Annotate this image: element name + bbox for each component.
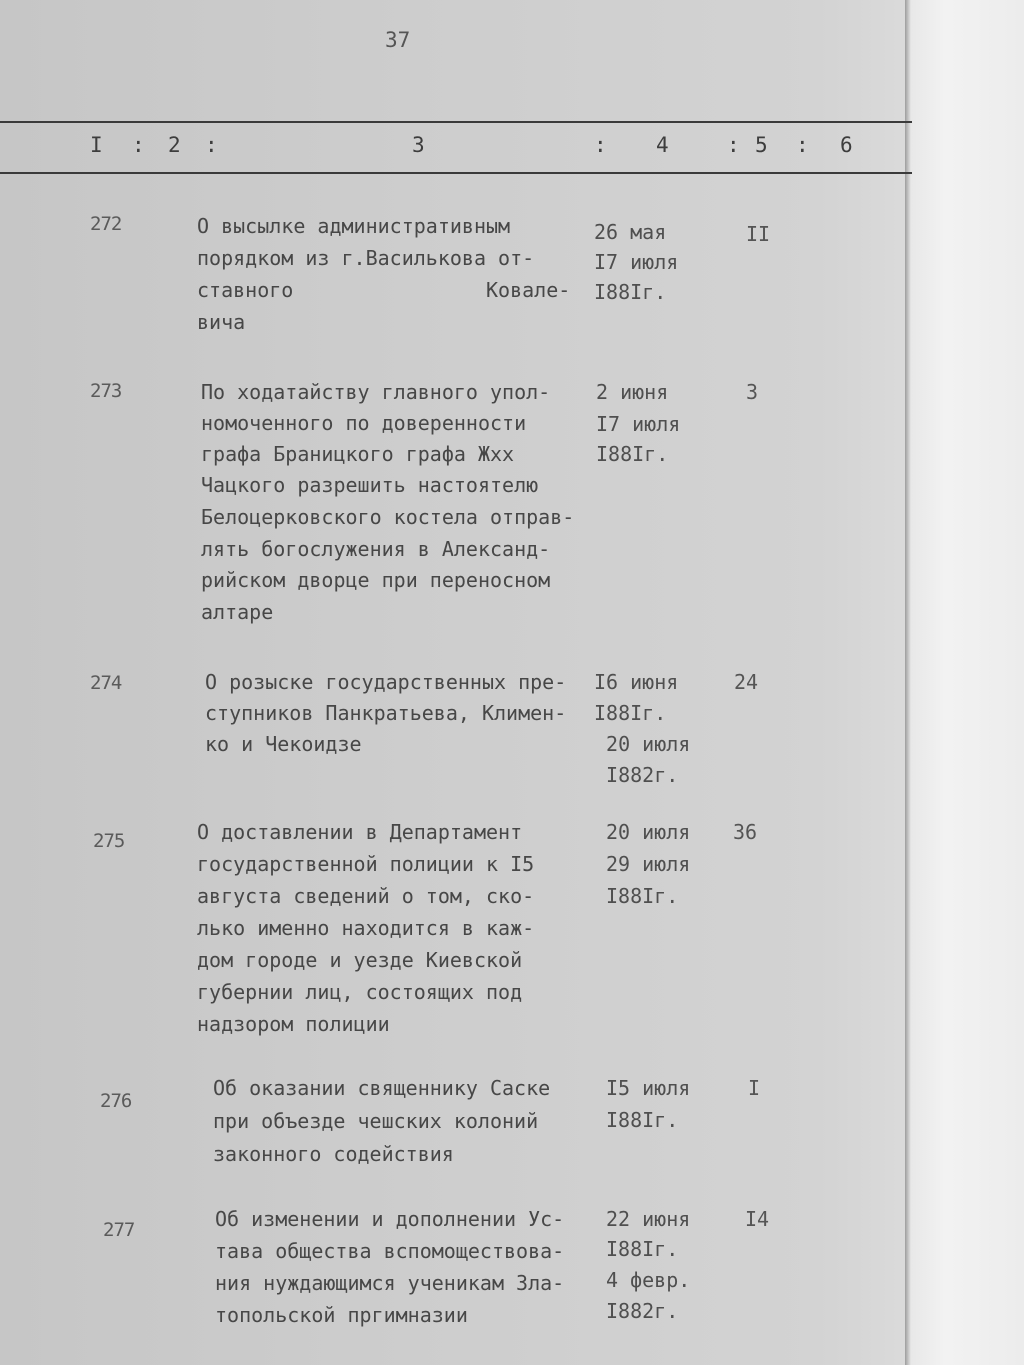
entry-title-line: Белоцерковского костела отправ-	[201, 505, 575, 529]
entry-number: 277	[103, 1219, 135, 1241]
entry-title-line: номоченного по доверенности	[201, 411, 527, 435]
column-header-2: 2	[168, 133, 181, 157]
entry-sheets: 36	[733, 820, 758, 844]
entry-title-line: Об оказании священнику Саске	[213, 1076, 551, 1100]
entry-title-line: государственной полиции к I5	[197, 852, 535, 876]
entry-title-line: Об изменении и дополнении Ус-	[215, 1207, 565, 1231]
column-separator: :	[594, 133, 607, 157]
column-header-3: 3	[412, 133, 425, 157]
page-number: 37	[385, 28, 411, 52]
column-header-1: I	[90, 133, 103, 157]
entry-date-line: I88Iг.	[606, 1108, 679, 1132]
entry-number: 275	[93, 830, 125, 852]
entry-title-line: рийском дворце при переносном	[201, 568, 551, 592]
column-separator: :	[132, 133, 145, 157]
column-separator: :	[205, 133, 218, 157]
entry-title-line: порядком из г.Василькова от-	[197, 246, 535, 270]
entry-title-line: августа сведений о том, ско-	[197, 884, 535, 908]
header-rule-bottom	[0, 172, 912, 174]
column-header-5: 5	[755, 133, 768, 157]
entry-title-line: О доставлении в Департамент	[197, 820, 523, 844]
entry-date-line: 20 июля	[606, 820, 691, 844]
column-header-6: 6	[840, 133, 853, 157]
entry-number: 273	[90, 380, 122, 402]
entry-date-line: 26 мая	[594, 220, 667, 244]
entry-date-line: 2 июня	[596, 380, 669, 404]
entry-title-line: тава общества вспомоществова-	[215, 1239, 565, 1263]
entry-sheets: 24	[734, 670, 759, 694]
entry-number: 276	[100, 1090, 132, 1112]
entry-date-line: I5 июля	[606, 1076, 691, 1100]
entry-title-line: ставного Ковале-	[197, 278, 571, 302]
entry-date-line: I6 июня	[594, 670, 679, 694]
entry-date-line: I88Iг.	[594, 701, 667, 725]
entry-number: 272	[90, 213, 122, 235]
entry-title-line: лько именно находится в каж-	[197, 916, 535, 940]
column-header-4: 4	[656, 133, 669, 157]
entry-title-line: губернии лиц, состоящих под	[197, 980, 523, 1004]
entry-date-line: I88Iг.	[594, 280, 667, 304]
entry-date-line: I7 июля	[594, 250, 679, 274]
entry-date-line: I88Iг.	[606, 884, 679, 908]
entry-sheets: II	[746, 222, 771, 246]
entry-title-line: при объезде чешских колоний	[213, 1109, 539, 1133]
entry-title-line: алтаре	[201, 600, 274, 624]
entry-title-line: О розыске государственных пре-	[205, 670, 567, 694]
entry-title-line: По ходатайству главного упол-	[201, 380, 551, 404]
column-separator: :	[727, 133, 740, 157]
column-separator: :	[796, 133, 809, 157]
entry-date-line: I882г.	[606, 1299, 679, 1323]
entry-date-line: 22 июня	[606, 1207, 691, 1231]
entry-title-line: вича	[197, 310, 246, 334]
entry-date-line: 4 февр.	[606, 1268, 691, 1292]
entry-title-line: топольской пргимназии	[215, 1303, 468, 1327]
entry-title-line: О высылке административным	[197, 214, 511, 238]
entry-title-line: графа Браницкого графа Жхх	[201, 442, 515, 466]
entry-title-line: ступников Панкратьева, Климен-	[205, 701, 567, 725]
entry-number: 274	[90, 672, 122, 694]
entry-title-line: ко и Чекоидзе	[205, 732, 362, 756]
header-rule-top	[0, 121, 912, 123]
entry-title-line: надзором полиции	[197, 1012, 390, 1036]
entry-sheets: I4	[745, 1207, 770, 1231]
entry-date-line: I882г.	[594, 763, 679, 787]
entry-title-line: Чацкого разрешить настоятелю	[201, 473, 539, 497]
entry-sheets: 3	[746, 380, 759, 404]
entry-title-line: лять богослужения в Александ-	[201, 537, 551, 561]
entry-date-line: 20 июля	[594, 732, 691, 756]
entry-title-line: ния нуждающимся ученикам Зла-	[215, 1271, 565, 1295]
entry-title-line: дом городе и уезде Киевской	[197, 948, 523, 972]
page-edge	[905, 0, 1024, 1365]
entry-date-line: 29 июля	[606, 852, 691, 876]
entry-date-line: I88Iг.	[606, 1237, 679, 1261]
entry-date-line: I7 июля	[596, 412, 681, 436]
entry-date-line: I88Iг.	[596, 442, 669, 466]
entry-title-line: законного содействия	[213, 1142, 454, 1166]
entry-sheets: I	[748, 1076, 761, 1100]
